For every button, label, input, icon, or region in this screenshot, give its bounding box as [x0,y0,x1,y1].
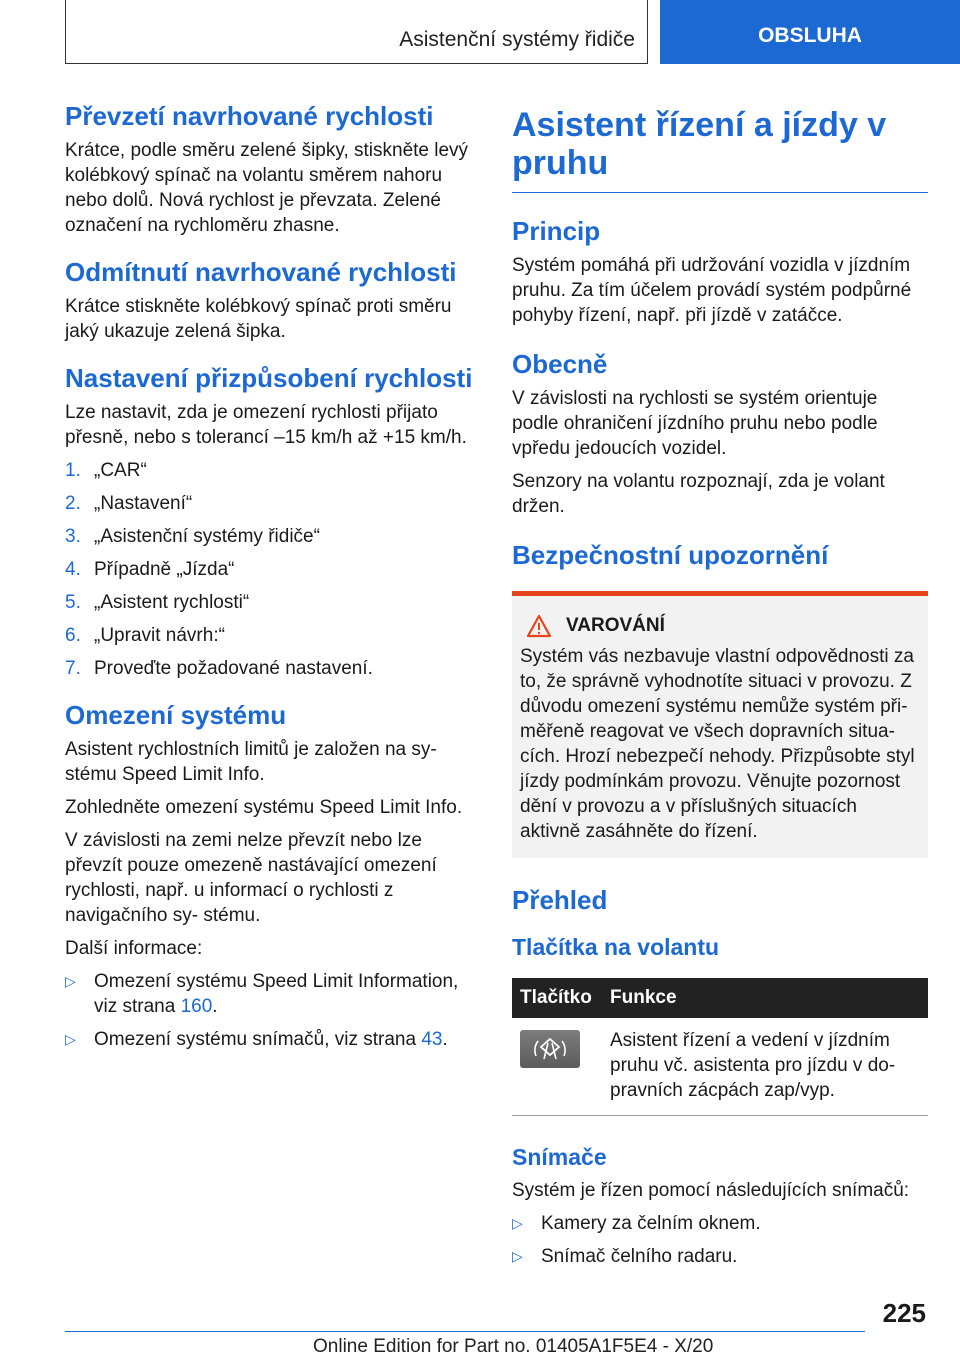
triangle-bullet-icon: ▷ [512,1215,523,1231]
section-sensors [512,1142,928,1269]
warning-label: VAROVÁNÍ [566,615,665,636]
page-number: 225 [882,1298,926,1328]
section-title: Obecně [512,349,608,379]
list-item: 4. Případně „Jízda“ [65,559,235,580]
info-list [65,969,480,1052]
section-title: Omezení systému [65,700,287,730]
list-item: ▷ Snímač čelního radaru. [512,1246,738,1267]
subsection-title: Snímače [512,1144,607,1170]
paragraph: Krátce, podle směru zelené šipky, stiskněte levý kolébkový spínač na volantu směrem nahoru nebo dolů. Nová rychlost je převzata. Zelené označení na rychloměru zhasne. [65,140,469,236]
paragraph: V závislosti na rychlosti se systém orientuje podle ohraničení jízdního pruhu nebo podle vpředu jedoucích vozidel. [512,388,878,459]
left-column [65,100,480,1060]
table-row [512,1018,928,1116]
footer-divider [65,1331,865,1332]
section-title: Převzetí navrhované rychlosti [65,101,434,131]
table-cell: Asistent řízení a vedení v jízdním pruhu vč. asistenta pro jízdu v do- pravních zácpách zap/vyp. [602,1018,928,1116]
triangle-bullet-icon: ▷ [512,1248,523,1264]
section-general [512,348,928,519]
paragraph: Krátce stiskněte kolébkový spínač proti směru jaký ukazuje zelená šipka. [65,296,452,342]
paragraph: V závislosti na zemi nelze převzít nebo lze převzít pouze omezeně nastávající omezení rychlosti, např. u informací o rychlosti z navigačního sy- stému. [65,830,437,926]
list-item: ▷ Omezení systému Speed Limit Information, viz strana 160. [65,971,459,1017]
paragraph: Lze nastavit, zda je omezení rychlosti přijato přesně, nebo s tolerancí –15 km/h až +15 km/h. [65,402,467,448]
section-system-limits [65,699,480,1052]
paragraph: Systém pomáhá při udržování vozidla v jízdním pruhu. Za tím účelem provádí systém podpůrné pohyby řízení, např. při jízdě v zatáčce. [512,255,912,326]
table-header-row [512,978,928,1018]
header-title: Asistenční systémy řidiče [399,28,635,51]
page-link[interactable]: 160 [180,996,213,1017]
list-item: 6. „Upravit návrh:“ [65,625,225,646]
section-title: Princip [512,216,601,246]
list-item: 3. „Asistenční systémy řidiče“ [65,526,320,547]
section-reject-speed [65,256,480,344]
section-title: Přehled [512,885,608,915]
section-overview [512,884,928,1269]
right-column [512,100,928,1277]
list-item: ▷ Omezení systému snímačů, viz strana 43. [65,1029,448,1050]
warning-triangle-icon [526,614,552,638]
warning-box [512,591,928,858]
table-header: Tlačítko [512,978,602,1018]
footer-edition: Online Edition for Part no. 01405A1F5E4 - X/20 [313,1336,714,1357]
chapter-title: Asistent řízení a jízdy v pruhu [512,106,928,193]
section-title: Nastavení přizpůsobení rychlosti [65,363,473,393]
paragraph: Senzory na volantu rozpoznají, zda je volant držen. [512,471,885,517]
page-link[interactable]: 43 [421,1029,443,1050]
list-item: 2. „Nastavení“ [65,493,193,514]
list-item: 7. Proveďte požadované nastavení. [65,658,373,679]
triangle-bullet-icon: ▷ [65,973,76,989]
list-item: 1. „CAR“ [65,460,147,481]
paragraph: Systém je řízen pomocí následujících snímačů: [512,1180,910,1201]
subsection-title: Tlačítka na volantu [512,934,720,960]
section-tab: OBSLUHA [660,0,960,64]
list-item: ▷ Kamery za čelním oknem. [512,1213,761,1234]
buttons-table [512,978,928,1116]
sensor-list [512,1211,928,1269]
section-accept-speed [65,100,480,238]
list-item: 5. „Asistent rychlosti“ [65,592,250,613]
paragraph: Další informace: [65,938,203,959]
paragraph: Zohledněte omezení systému Speed Limit Info. [65,797,463,818]
running-header [65,0,648,64]
section-speed-adjust [65,362,480,681]
section-title: Bezpečnostní upozornění [512,540,829,570]
warning-text: Systém vás nezbavuje vlastní odpovědnosti za to, že správně vyhodnotíte situaci v provozu. Z důvodu omezení systému nemůže systém při- měřeně reagovat ve všech dopravních situa- cích. Hrozí nebezpečí nehody. Přizpůsobte styl jízdy podmínkám provozu. Věnujte pozornost dění v provozu a v příslušných situacích aktivně zasáhněte do řízení. [520,646,915,842]
triangle-bullet-icon: ▷ [65,1031,76,1047]
paragraph: Asistent rychlostních limitů je založen na sy- stému Speed Limit Info. [65,739,437,785]
lane-assist-icon [520,1030,580,1068]
table-header: Funkce [602,978,928,1018]
section-title: Odmítnutí navrhované rychlosti [65,257,457,287]
steps-list [65,458,480,681]
section-principle [512,215,928,328]
section-safety [512,539,928,858]
